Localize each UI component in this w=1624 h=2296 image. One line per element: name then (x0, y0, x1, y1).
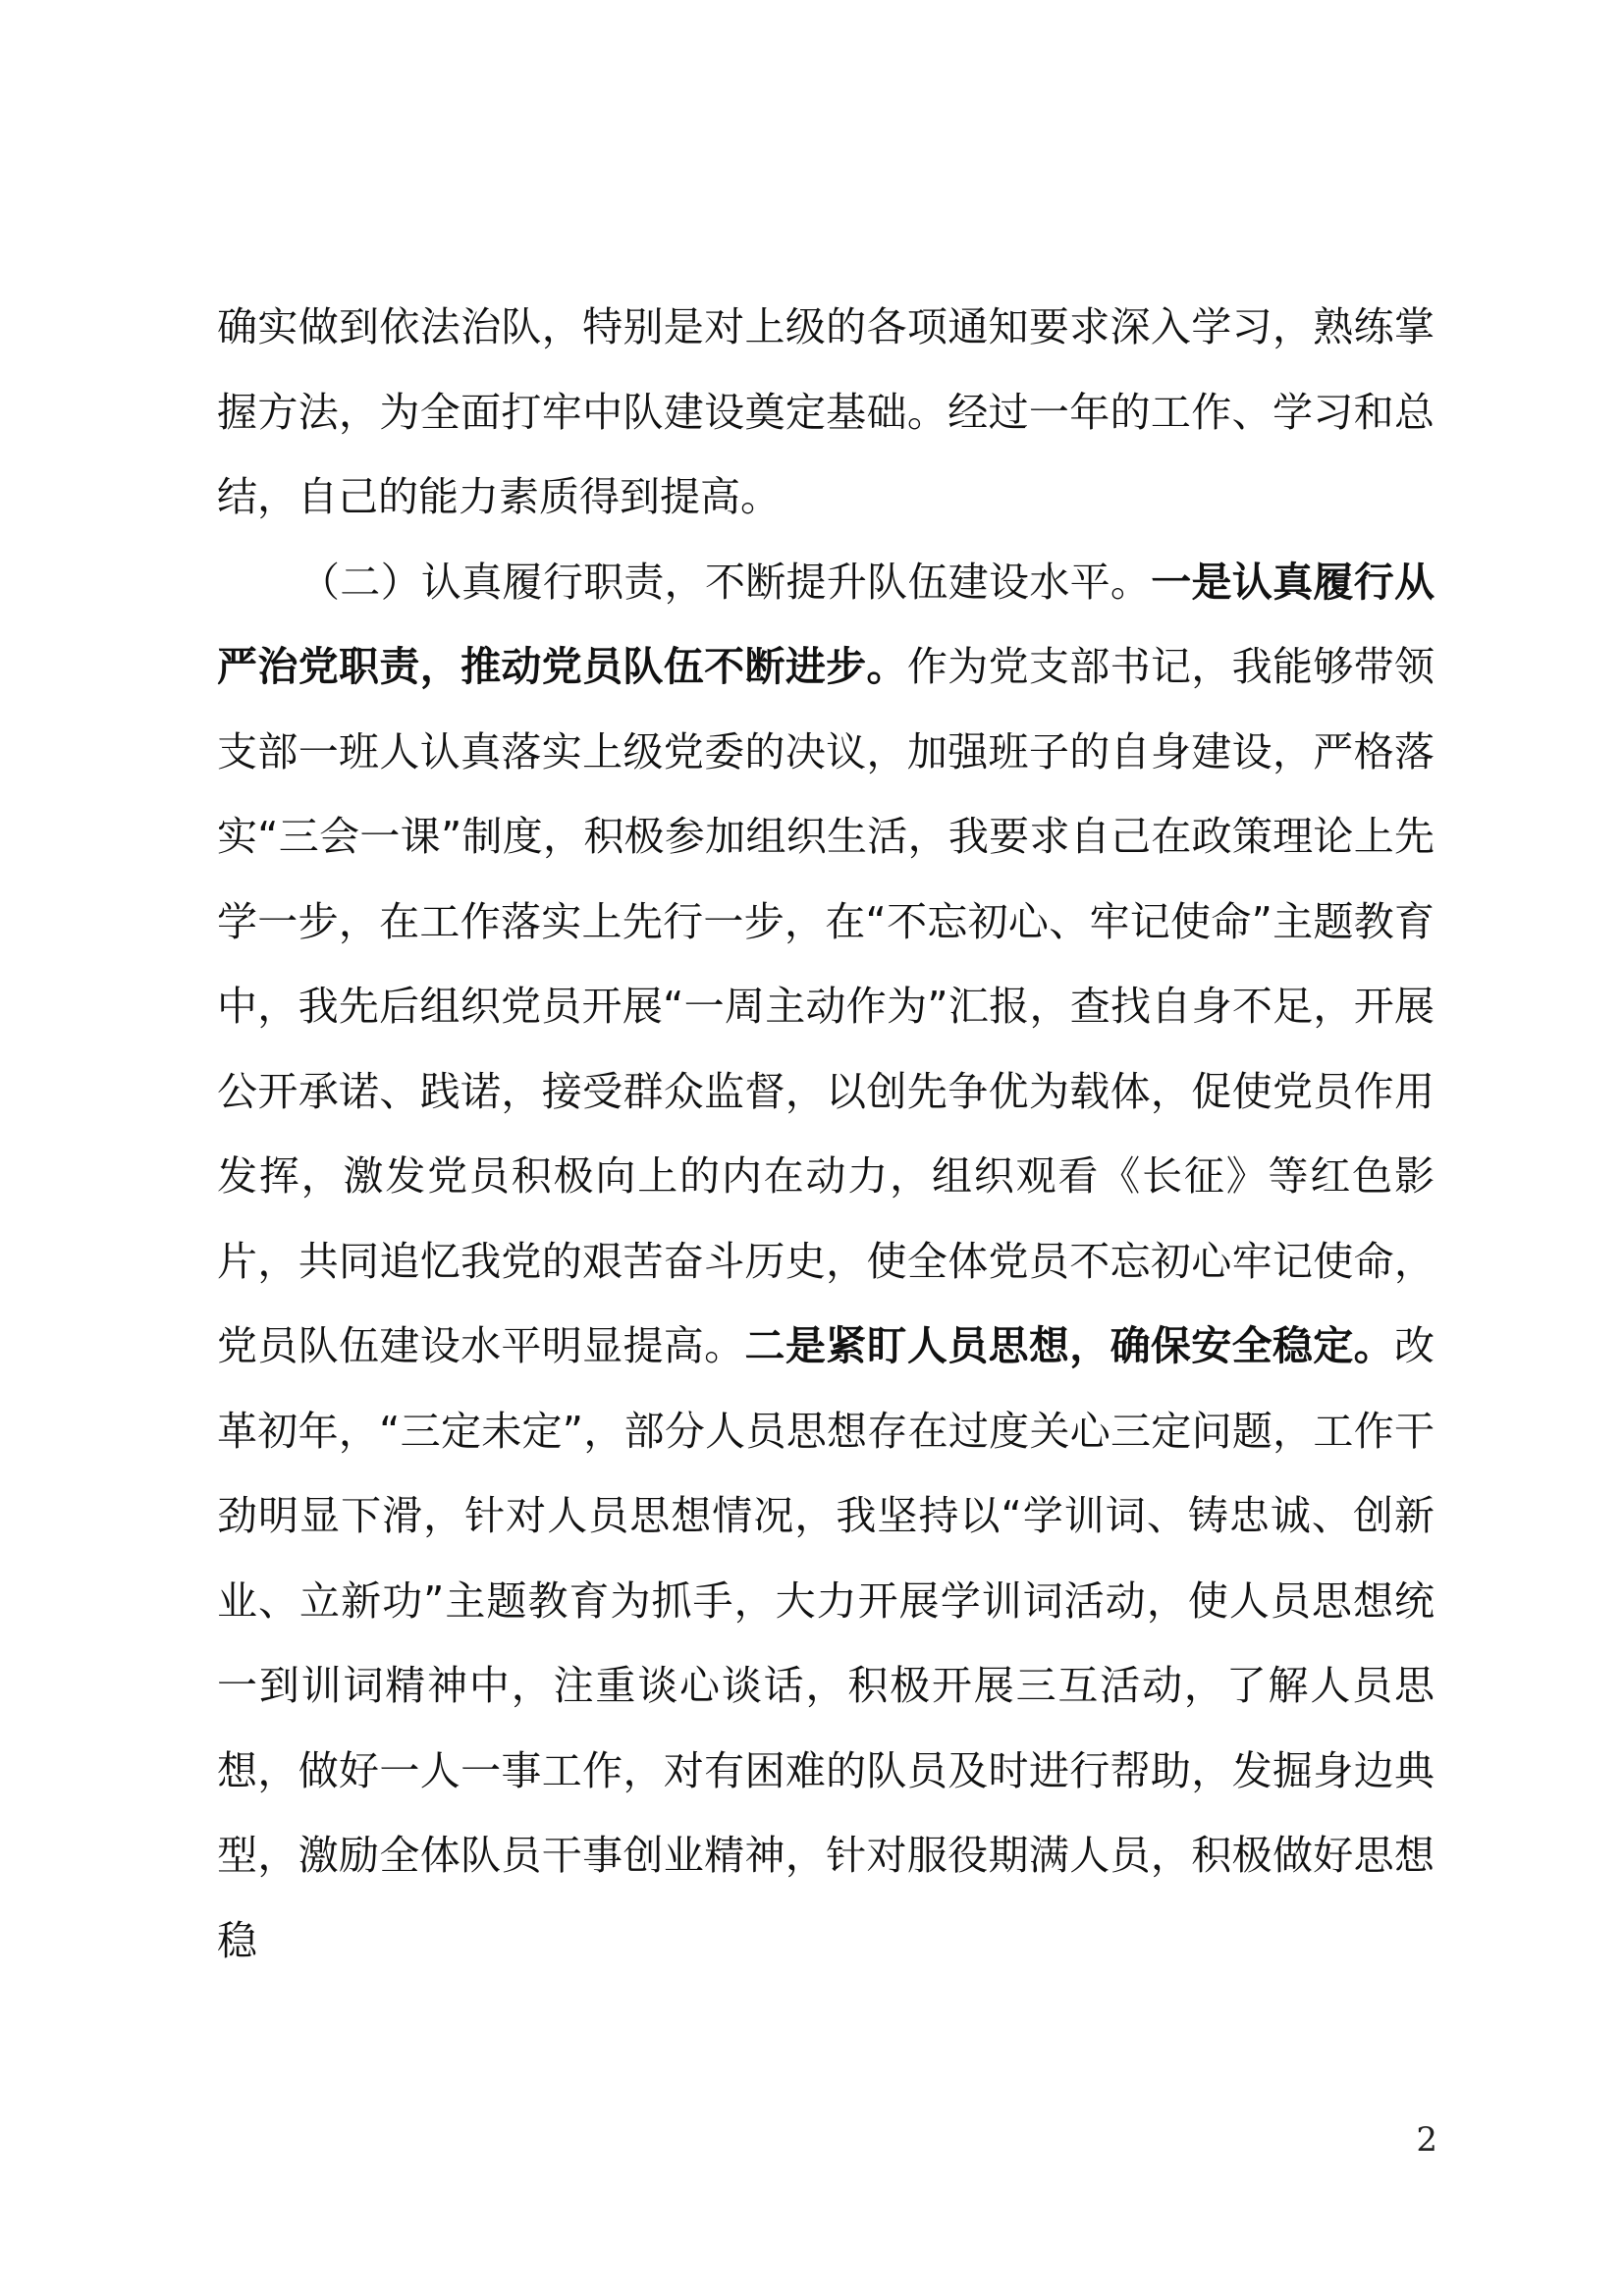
point-one-title: 一是认真履行从严治党职责，推动党员队伍不断进步。 (217, 558, 1435, 690)
paragraph-continuation (217, 285, 1435, 540)
page-number: 2 (1416, 2120, 1437, 2160)
point-two-body: 改革初年，“三定未定”，部分人员思想存在过度关心三定问题，工作干劲明显下滑，针对人员思想情况，我坚持以“学训词、铸忠诚、创新业、立新功”主题教育为抓手，大力开展学训词活动，使人员思想统一到训词精神中，注重谈心谈话，积极开展三互活动，了解人员思想，做好一人一事工作，对有困难的队员及时进行帮助，发掘身边典型，激励全体队员干事创业精神，针对服役期满人员，积极做好思想稳 (217, 1322, 1435, 1964)
paragraph-section-two (217, 540, 1435, 1984)
point-two-title: 二是紧盯人员思想，确保安全稳定。 (744, 1322, 1394, 1369)
paragraph-1-text: 确实做到依法治队，特别是对上级的各项通知要求深入学习，熟练掌握方法，为全面打牢中队建设奠定基础。经过一年的工作、学习和总结，自己的能力素质得到提高。 (217, 303, 1435, 520)
document-body (217, 285, 1435, 1983)
point-one-body: 作为党支部书记，我能够带领支部一班人认真落实上级党委的决议，加强班子的自身建设，严格落实“三会一课”制度，积极参加组织生活，我要求自己在政策理论上先学一步，在工作落实上先行一步，在“不忘初心、牢记使命”主题教育中，我先后组织党员开展“一周主动作为”汇报，查找自身不足，开展公开承诺、践诺，接受群众监督，以创先争优为载体，促使党员作用发挥，激发党员积极向上的内在动力，组织观看《长征》等红色影片，共同追忆我党的艰苦奋斗历史，使全体党员不忘初心牢记使命，党员队伍建设水平明显提高。 (217, 643, 1435, 1369)
section-two-heading: （二）认真履行职责，不断提升队伍建设水平。 (299, 558, 1152, 606)
